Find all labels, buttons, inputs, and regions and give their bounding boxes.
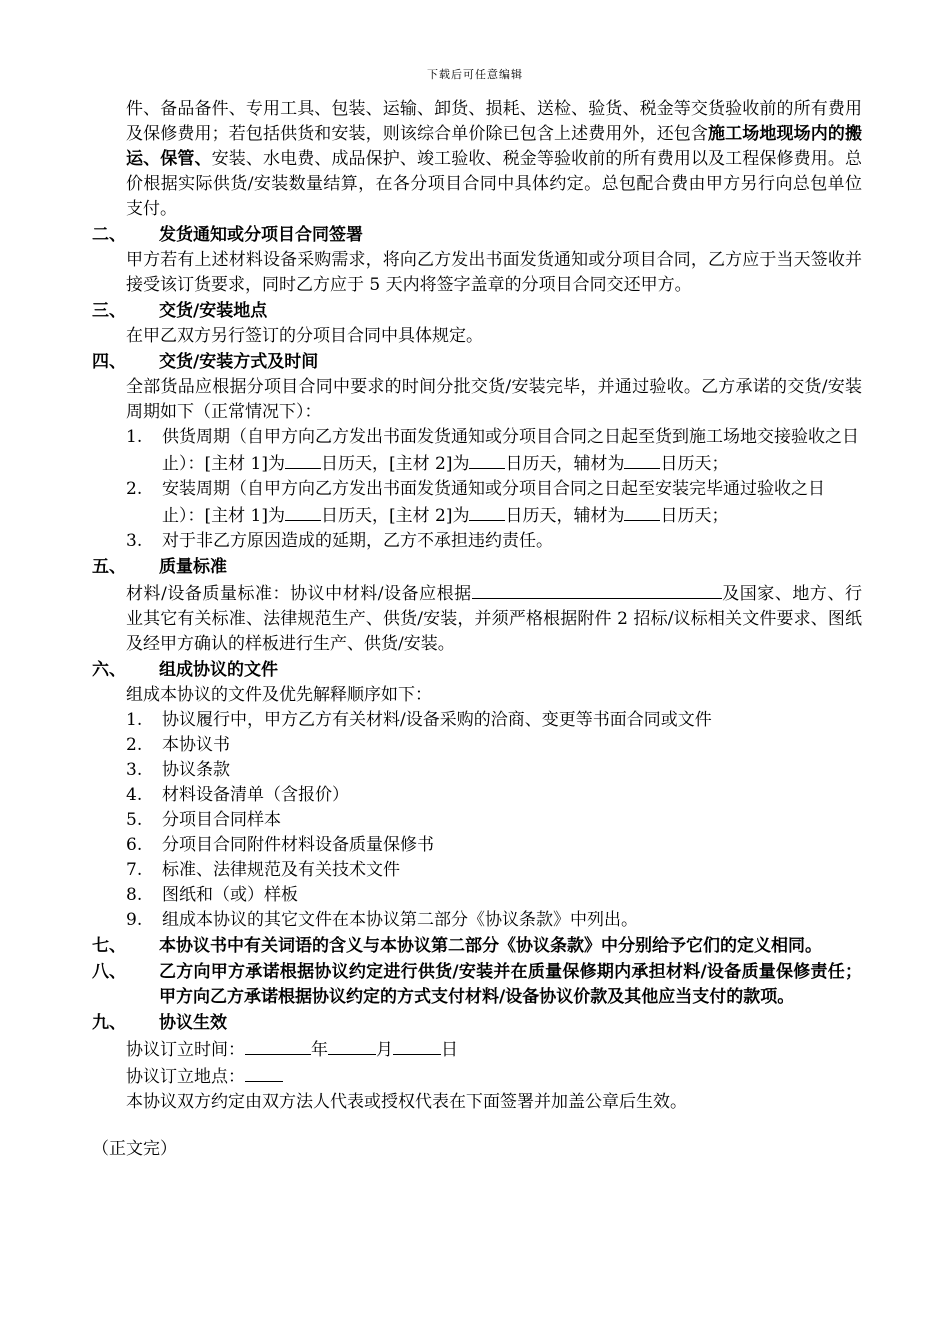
list-text-c: 日历天，辅材为 (505, 454, 625, 474)
intro-paragraph (92, 97, 862, 222)
list-number: 5. (126, 810, 143, 830)
list-text-b: 日历天，[主材 2]为 (320, 454, 470, 474)
section-3-heading (92, 299, 862, 324)
list-item (126, 883, 862, 908)
list-number: 2. (126, 735, 143, 755)
section-title: 交货/安装方式及时间 (159, 352, 319, 372)
section-5-text-b: 及国家、地方、行业其它有关标准、法律规范生产、供货/安装，并须严格根据附件 2 招标/议标相关文件要求、图纸及经甲方确认的样板进行生产、供货/安装。 (126, 584, 862, 654)
section-3-body: 在甲乙双方另行签订的分项目合同中具体规定。 (126, 326, 483, 346)
list-text: 协议条款 (162, 760, 230, 780)
document-order-list (92, 708, 862, 933)
intro-text-1: 件、备品备件、专用工具、包装、运输、卸货、损耗、送检、验货、税金等交货验收前的所有费用及保修费用；若包括供货和安装，则该综合单价除已包含上述费用外，还包含 (126, 99, 862, 144)
section-5-body (92, 580, 862, 657)
list-number: 4. (126, 785, 143, 805)
year-label: 年 (311, 1040, 328, 1060)
list-text-a: 供货周期（自甲方向乙方发出书面发货通知或分项目合同之日起至货到施工场地交接验收之日止）：[主材 1]为 (162, 427, 859, 474)
list-text: 对于非乙方原因造成的延期，乙方不承担违约责任。 (162, 531, 553, 551)
section-6-heading (92, 658, 862, 683)
fill-blank[interactable] (624, 450, 660, 469)
section-4-body: 全部货品应根据分项目合同中要求的时间分批交货/安装完毕，并通过验收。乙方承诺的交货/安装周期如下（正常情况下）： (126, 377, 862, 422)
list-text-a: 安装周期（自甲方向乙方发出书面发货通知或分项目合同之日起至安装完毕通过验收之日止）：[主材 1]为 (162, 479, 825, 526)
section-5-heading (92, 555, 862, 580)
list-number: 8. (126, 885, 143, 905)
agreement-place-line (92, 1063, 862, 1090)
fill-blank[interactable] (285, 502, 321, 521)
list-item (126, 708, 862, 733)
day-label: 日 (441, 1040, 458, 1060)
fill-blank[interactable] (624, 502, 660, 521)
list-item (126, 783, 862, 808)
list-number: 3. (126, 760, 143, 780)
section-title: 组成协议的文件 (159, 660, 278, 680)
list-text-d: 日历天； (660, 506, 729, 526)
list-number: 6. (126, 835, 143, 855)
list-text-c: 日历天，辅材为 (505, 506, 625, 526)
document-body (92, 97, 862, 1162)
list-item (126, 425, 862, 477)
date-label: 协议订立时间： (126, 1040, 245, 1060)
section-number: 九、 (92, 1013, 126, 1033)
list-number: 7. (126, 860, 143, 880)
section-title: 质量标准 (159, 557, 227, 577)
section-title: 发货通知或分项目合同签署 (159, 225, 363, 245)
list-text-d: 日历天； (660, 454, 729, 474)
section-2-body: 甲方若有上述材料设备采购需求，将向乙方发出书面发货通知或分项目合同，乙方应于当天签收并接受该订货要求，同时乙方应于 5 天内将签字盖章的分项目合同交还甲方。 (126, 250, 862, 295)
list-item (126, 833, 862, 858)
list-number: 2. (126, 479, 143, 499)
section-7-heading (92, 934, 862, 959)
section-6-body: 组成本协议的文件及优先解释顺序如下： (126, 685, 432, 705)
quality-standard-blank[interactable] (472, 580, 722, 599)
section-8-heading (92, 960, 862, 1010)
list-item (126, 758, 862, 783)
section-4-heading (92, 350, 862, 375)
section-title: 本协议书中有关词语的含义与本协议第二部分《协议条款》中分别给予它们的定义相同。 (159, 936, 822, 956)
section-title: 交货/安装地点 (159, 301, 268, 321)
section-number: 五、 (92, 557, 126, 577)
section-number: 八、 (92, 962, 126, 982)
list-item (126, 908, 862, 933)
list-number: 9. (126, 910, 143, 930)
list-text: 材料设备清单（含报价） (162, 785, 349, 805)
list-number: 1. (126, 427, 143, 447)
list-item (126, 529, 862, 554)
fill-blank[interactable] (469, 502, 505, 521)
list-text (162, 425, 862, 477)
month-label: 月 (376, 1040, 393, 1060)
end-of-text: （正文完） (92, 1139, 177, 1159)
section-9-heading (92, 1011, 862, 1036)
list-text: 协议履行中，甲方乙方有关材料/设备采购的洽商、变更等书面合同或文件 (162, 710, 712, 730)
list-text: 组成本协议的其它文件在本协议第二部分《协议条款》中列出。 (162, 910, 638, 930)
section-number: 二、 (92, 225, 126, 245)
list-text: 分项目合同附件材料设备质量保修书 (162, 835, 434, 855)
intro-text-2: 安装、水电费、成品保护、竣工验收、税金等验收前的所有费用以及工程保修费用。总价根据实际供货/安装数量结算，在各分项目合同中具体约定。总包配合费由甲方另行向总包单位支付。 (126, 149, 863, 219)
list-item (126, 808, 862, 833)
section-title: 乙方向甲方承诺根据协议约定进行供货/安装并在质量保修期内承担材料/设备质量保修责任；甲方向乙方承诺根据协议约定的方式支付材料/设备协议价款及其他应当支付的款项。 (159, 962, 862, 1007)
intro-bold-text: 施工场地现场内的搬运、保管、 (126, 124, 862, 169)
list-item (126, 858, 862, 883)
year-blank[interactable] (245, 1036, 311, 1055)
list-text: 图纸和（或）样板 (162, 885, 298, 905)
list-text: 本协议书 (162, 735, 230, 755)
section-5-text-a: 材料/设备质量标准：协议中材料/设备应根据 (126, 584, 472, 604)
section-title: 协议生效 (159, 1013, 227, 1033)
delivery-period-list (92, 425, 862, 554)
section-number: 四、 (92, 352, 126, 372)
day-blank[interactable] (393, 1036, 441, 1055)
list-text: 标准、法律规范及有关技术文件 (162, 860, 400, 880)
list-item (126, 477, 862, 529)
place-label: 协议订立地点： (126, 1067, 245, 1087)
fill-blank[interactable] (469, 450, 505, 469)
list-text (162, 477, 862, 529)
list-text-b: 日历天，[主材 2]为 (320, 506, 470, 526)
list-number: 3. (126, 531, 143, 551)
list-text: 分项目合同样本 (162, 810, 281, 830)
agreement-date-line (92, 1036, 862, 1063)
section-9-body: 本协议双方约定由双方法人代表或授权代表在下面签署并加盖公章后生效。 (126, 1092, 687, 1112)
section-2-heading (92, 223, 862, 248)
page-header: 下载后可任意编辑 (427, 68, 523, 81)
month-blank[interactable] (328, 1036, 376, 1055)
section-number: 六、 (92, 660, 126, 680)
list-number: 1. (126, 710, 143, 730)
section-number: 三、 (92, 301, 126, 321)
section-number: 七、 (92, 936, 126, 956)
list-item (126, 733, 862, 758)
fill-blank[interactable] (285, 450, 321, 469)
place-blank[interactable] (245, 1063, 283, 1082)
